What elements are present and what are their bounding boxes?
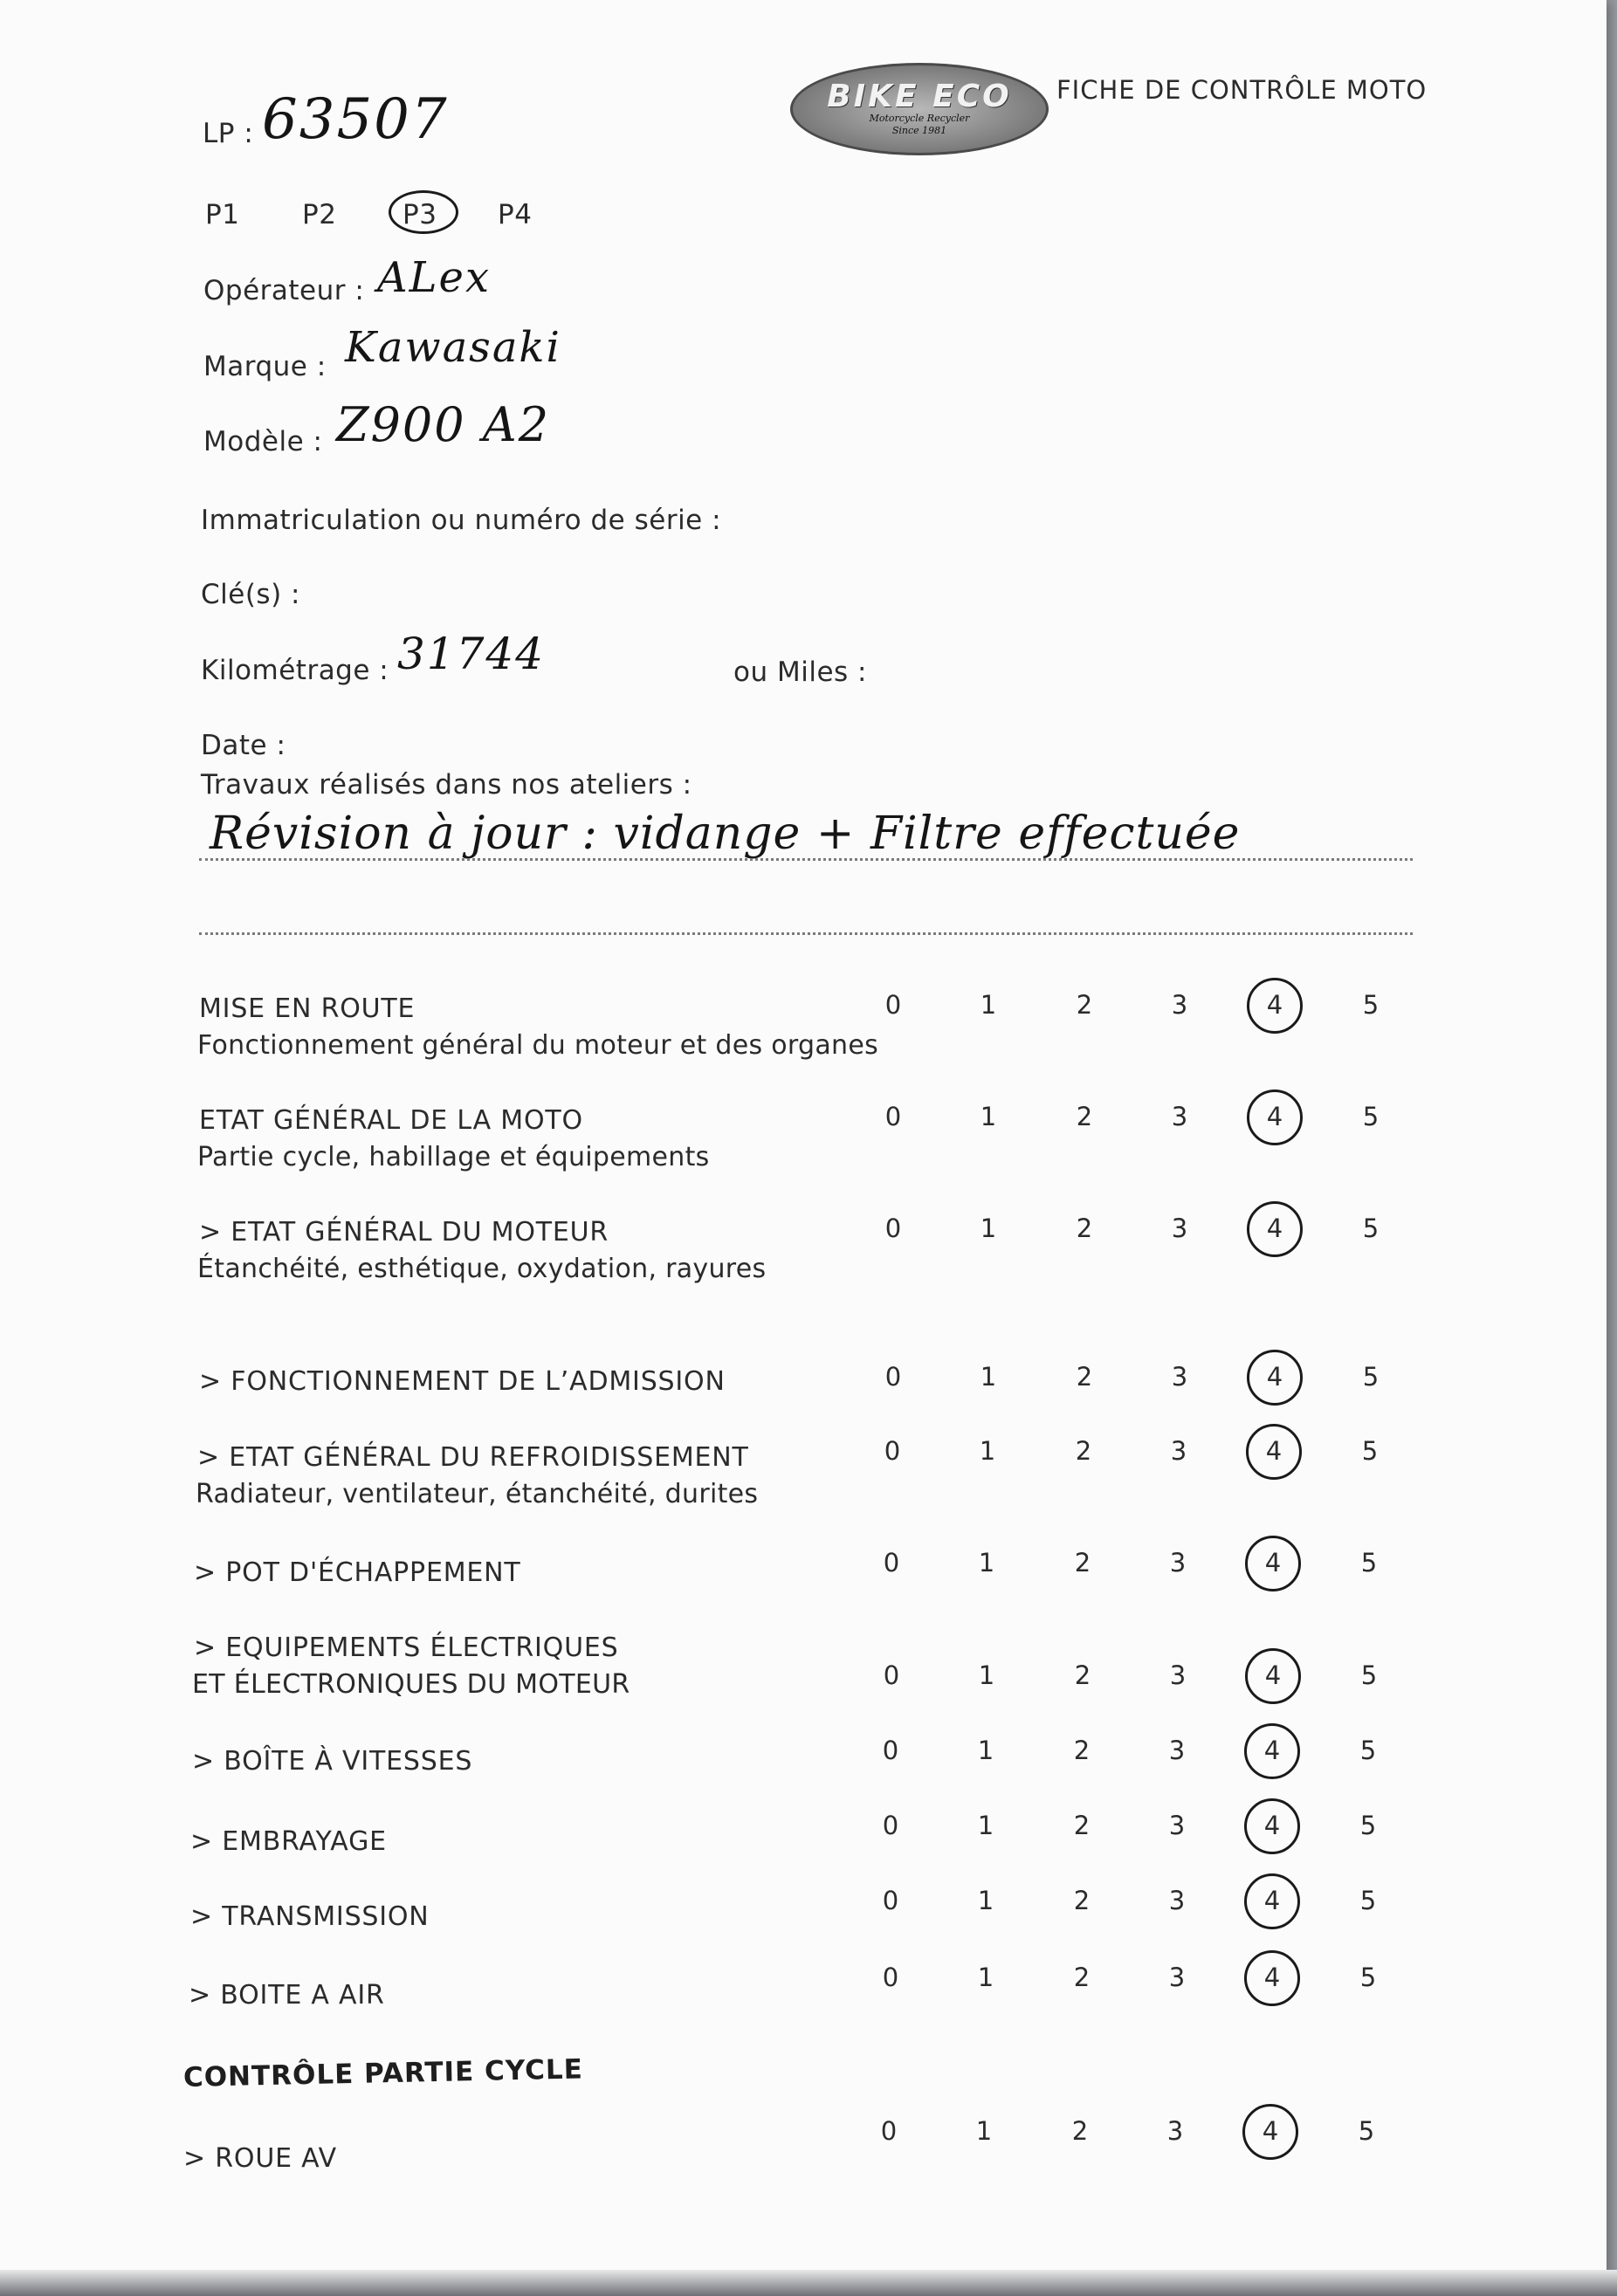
score-option-5[interactable]: 5	[1362, 990, 1380, 1020]
selected-score-circle	[1245, 1648, 1301, 1704]
form-title: FICHE DE CONTRÔLE MOTO	[1056, 75, 1428, 105]
model-label: Modèle :	[203, 426, 323, 457]
score-option-1[interactable]: 1	[975, 2116, 993, 2146]
score-option-0[interactable]: 0	[884, 1436, 901, 1466]
score-option-0[interactable]: 0	[883, 1660, 900, 1690]
score-option-0[interactable]: 0	[882, 1811, 899, 1840]
score-option-0[interactable]: 0	[884, 1102, 902, 1131]
score-option-0[interactable]: 0	[882, 1736, 899, 1765]
check-title: > EQUIPEMENTS ÉLECTRIQUES	[194, 1633, 619, 1663]
mileage-value: 31744	[397, 629, 546, 679]
score-option-0[interactable]: 0	[882, 1963, 899, 1992]
bike-eco-logo	[790, 63, 1049, 155]
check-title: > BOÎTE À VITESSES	[192, 1746, 473, 1777]
keys-label: Clé(s) :	[201, 579, 300, 610]
score-option-1[interactable]: 1	[980, 1362, 997, 1392]
brand-value: Kawasaki	[345, 323, 561, 372]
score-option-1[interactable]: 1	[978, 1660, 995, 1690]
score-option-2[interactable]: 2	[1073, 1811, 1091, 1840]
check-subtitle: Étanchéité, esthétique, oxydation, rayures	[197, 1254, 767, 1284]
mileage-label: Kilométrage :	[201, 655, 389, 686]
selected-score-circle	[1247, 1201, 1303, 1257]
logo-since: Since 1981	[891, 125, 947, 136]
score-option-5[interactable]: 5	[1362, 1362, 1380, 1392]
score-option-2[interactable]: 2	[1075, 1436, 1092, 1466]
score-option-5[interactable]: 5	[1359, 1811, 1377, 1840]
selected-score-circle	[1245, 1536, 1301, 1591]
score-option-3[interactable]: 3	[1171, 990, 1188, 1020]
check-title: > EMBRAYAGE	[190, 1826, 387, 1857]
page-edge-shadow	[0, 2270, 1617, 2296]
score-option-5[interactable]: 5	[1359, 1963, 1377, 1992]
score-option-1[interactable]: 1	[977, 1963, 994, 1992]
score-option-2[interactable]: 2	[1076, 1102, 1093, 1131]
selected-score-circle	[1247, 1090, 1303, 1145]
score-option-4[interactable]: 4	[1263, 1963, 1281, 1992]
score-option-1[interactable]: 1	[977, 1811, 994, 1840]
miles-label: ou Miles :	[733, 656, 867, 688]
score-option-4[interactable]: 4	[1266, 1213, 1283, 1243]
score-option-4[interactable]: 4	[1263, 1811, 1281, 1840]
score-option-2[interactable]: 2	[1071, 2116, 1089, 2146]
score-option-1[interactable]: 1	[980, 990, 997, 1020]
priority-p1: P1	[205, 199, 240, 230]
selected-score-circle	[1244, 1950, 1300, 2006]
lp-label: LP :	[203, 118, 254, 149]
score-option-3[interactable]: 3	[1166, 2116, 1184, 2146]
date-label: Date :	[201, 730, 286, 761]
check-title: MISE EN ROUTE	[199, 993, 416, 1024]
check-title: > ROUE AV	[183, 2143, 337, 2174]
score-option-0[interactable]: 0	[884, 990, 902, 1020]
score-option-4[interactable]: 4	[1263, 1736, 1281, 1765]
score-option-5[interactable]: 5	[1358, 2116, 1375, 2146]
score-option-2[interactable]: 2	[1076, 990, 1093, 1020]
score-option-2[interactable]: 2	[1073, 1736, 1091, 1765]
score-option-2[interactable]: 2	[1073, 1963, 1091, 1992]
score-option-3[interactable]: 3	[1170, 1436, 1187, 1466]
priority-selected-circle	[389, 190, 458, 234]
lp-value: 63507	[262, 87, 449, 152]
score-option-5[interactable]: 5	[1362, 1213, 1380, 1243]
score-option-1[interactable]: 1	[977, 1736, 994, 1765]
score-option-1[interactable]: 1	[978, 1548, 995, 1578]
priority-p4: P4	[498, 199, 533, 230]
logo-subtitle: Motorcycle Recycler	[869, 113, 970, 124]
score-option-4[interactable]: 4	[1264, 1548, 1282, 1578]
logo-text: BIKE ECO	[827, 79, 1012, 114]
score-option-1[interactable]: 1	[980, 1213, 997, 1243]
score-option-3[interactable]: 3	[1168, 1736, 1186, 1765]
section-cycle-title: CONTRÔLE PARTIE CYCLE	[182, 2053, 584, 2093]
model-value: Z900 A2	[336, 397, 551, 452]
check-subtitle: Partie cycle, habillage et équipements	[197, 1142, 710, 1172]
score-option-3[interactable]: 3	[1171, 1102, 1188, 1131]
works-value: Révision à jour : vidange + Filtre effectuée	[210, 808, 1241, 860]
score-option-3[interactable]: 3	[1169, 1548, 1187, 1578]
selected-score-circle	[1244, 1723, 1300, 1779]
score-option-5[interactable]: 5	[1362, 1102, 1380, 1131]
score-option-5[interactable]: 5	[1360, 1660, 1378, 1690]
score-option-4[interactable]: 4	[1266, 1362, 1283, 1392]
score-option-4[interactable]: 4	[1264, 1660, 1282, 1690]
check-title: > TRANSMISSION	[190, 1901, 430, 1932]
check-subtitle: Radiateur, ventilateur, étanchéité, durites	[196, 1479, 759, 1509]
score-option-4[interactable]: 4	[1266, 990, 1283, 1020]
score-option-0[interactable]: 0	[882, 1886, 899, 1915]
works-line-1	[199, 858, 1413, 861]
priority-p2: P2	[302, 199, 337, 230]
score-option-3[interactable]: 3	[1168, 1886, 1186, 1915]
priority-p3: P3	[403, 199, 437, 230]
selected-score-circle	[1244, 1873, 1300, 1929]
brand-label: Marque :	[203, 351, 327, 382]
check-subtitle: ET ÉLECTRONIQUES DU MOTEUR	[192, 1669, 630, 1700]
check-title: > FONCTIONNEMENT DE L’ADMISSION	[199, 1366, 726, 1397]
operator-label: Opérateur :	[203, 275, 365, 306]
score-option-3[interactable]: 3	[1171, 1213, 1188, 1243]
registration-label: Immatriculation ou numéro de série :	[201, 505, 722, 536]
selected-score-circle	[1246, 1424, 1302, 1480]
selected-score-circle	[1247, 1350, 1303, 1406]
score-option-2[interactable]: 2	[1076, 1213, 1093, 1243]
score-option-5[interactable]: 5	[1359, 1736, 1377, 1765]
check-title: ETAT GÉNÉRAL DE LA MOTO	[199, 1105, 583, 1136]
check-title: > ETAT GÉNÉRAL DU REFROIDISSEMENT	[197, 1442, 749, 1473]
score-option-0[interactable]: 0	[880, 2116, 898, 2146]
score-option-3[interactable]: 3	[1168, 1811, 1186, 1840]
selected-score-circle	[1242, 2104, 1298, 2160]
selected-score-circle	[1244, 1798, 1300, 1854]
check-subtitle: Fonctionnement général du moteur et des organes	[197, 1030, 879, 1061]
score-option-5[interactable]: 5	[1361, 1436, 1379, 1466]
score-option-0[interactable]: 0	[884, 1362, 902, 1392]
score-option-2[interactable]: 2	[1073, 1886, 1091, 1915]
score-option-2[interactable]: 2	[1074, 1548, 1091, 1578]
works-line-2	[199, 932, 1413, 935]
score-option-3[interactable]: 3	[1169, 1660, 1187, 1690]
score-option-5[interactable]: 5	[1359, 1886, 1377, 1915]
score-option-2[interactable]: 2	[1076, 1362, 1093, 1392]
score-option-1[interactable]: 1	[980, 1102, 997, 1131]
score-option-0[interactable]: 0	[884, 1213, 902, 1243]
works-label: Travaux réalisés dans nos ateliers :	[201, 769, 692, 801]
score-option-1[interactable]: 1	[979, 1436, 996, 1466]
score-option-1[interactable]: 1	[977, 1886, 994, 1915]
operator-value: ALex	[377, 253, 492, 302]
check-title: > BOITE A AIR	[189, 1980, 385, 2011]
score-option-4[interactable]: 4	[1263, 1886, 1281, 1915]
score-option-0[interactable]: 0	[883, 1548, 900, 1578]
score-option-4[interactable]: 4	[1266, 1102, 1283, 1131]
selected-score-circle	[1247, 978, 1303, 1034]
check-title: > ETAT GÉNÉRAL DU MOTEUR	[199, 1217, 609, 1248]
score-option-2[interactable]: 2	[1074, 1660, 1091, 1690]
score-option-4[interactable]: 4	[1265, 1436, 1283, 1466]
score-option-3[interactable]: 3	[1171, 1362, 1188, 1392]
score-option-4[interactable]: 4	[1262, 2116, 1279, 2146]
score-option-5[interactable]: 5	[1360, 1548, 1378, 1578]
check-title: > POT D'ÉCHAPPEMENT	[194, 1557, 521, 1588]
score-option-3[interactable]: 3	[1168, 1963, 1186, 1992]
